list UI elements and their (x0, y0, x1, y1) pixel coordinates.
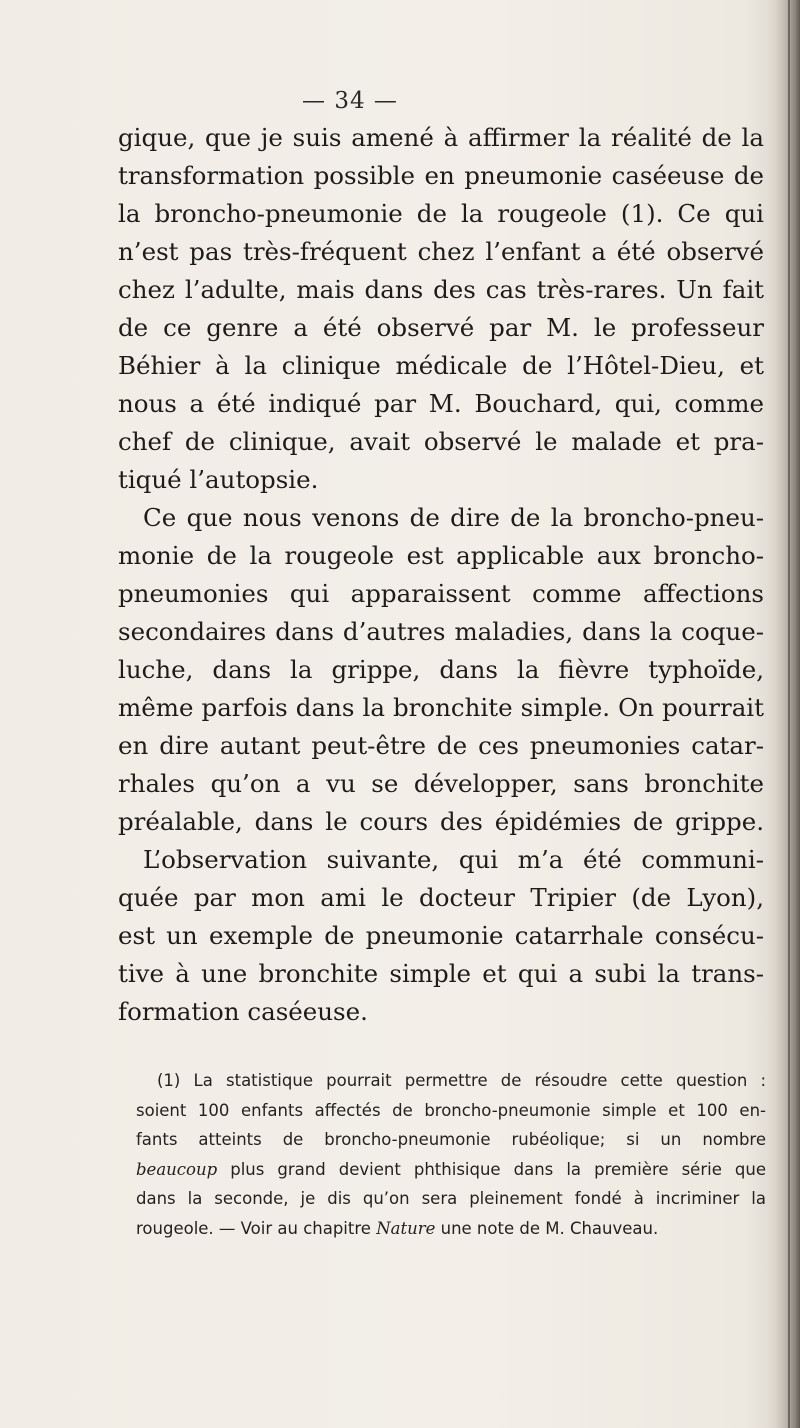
text-line: n’est pas très-fréquent chez l’enfant a été observé (118, 237, 764, 266)
text-line: la broncho-pneumonie de la rougeole (1). Ce qui (118, 199, 764, 228)
text-line: monie de la rougeole est applicable aux broncho- (118, 541, 764, 570)
text-line: transformation possible en pneumonie caséeuse de (118, 161, 764, 190)
text-line: rhales qu’on a vu se développer, sans bronchite (118, 769, 764, 798)
text-line: en dire autant peut-être de ces pneumonies catar- (118, 731, 764, 760)
text-line: pneumonies qui apparaissent comme affections (118, 579, 764, 608)
text-line: gique, que je suis amené à affirmer la réalité de la (118, 123, 764, 152)
footnote-text: rougeole. — Voir au chapitre (136, 1218, 377, 1238)
text-line: de ce genre a été observé par M. le professeur (118, 313, 764, 342)
footnote-text: plus grand devient phthisique dans la première série que (217, 1159, 766, 1179)
text-line: tive à une bronchite simple et qui a subi la trans- (118, 959, 764, 988)
footnote-text: une note de M. Chauveau. (435, 1218, 659, 1238)
text-line: préalable, dans le cours des épidémies de grippe. (118, 807, 764, 836)
text-line: formation caséeuse. (118, 997, 368, 1026)
text-line: L’observation suivante, qui m’a été communi- (143, 845, 764, 874)
text-line: tiqué l’autopsie. (118, 465, 319, 494)
footnote-italic-word: beaucoup (136, 1159, 218, 1179)
text-line: chez l’adulte, mais dans des cas très-rares. Un fait (118, 275, 764, 304)
text-line: chef de clinique, avait observé le malade et pra- (118, 427, 764, 456)
page-number: — 34 — (302, 88, 398, 114)
footnote-line: (1) La statistique pourrait permettre de résoudre cette question : (157, 1071, 766, 1090)
text-line: est un exemple de pneumonie catarrhale consécu- (118, 921, 764, 950)
text-line: quée par mon ami le docteur Tripier (de Lyon), (118, 883, 764, 912)
body-text (118, 119, 764, 1031)
text-line: même parfois dans la bronchite simple. On pourrait (118, 693, 764, 722)
footnote-line: fants atteints de broncho-pneumonie rubéolique; si un nombre (136, 1130, 766, 1149)
text-line: secondaires dans d’autres maladies, dans la coque- (118, 617, 764, 646)
footnote-line: soient 100 enfants affectés de broncho-pneumonie simple et 100 en- (136, 1100, 766, 1120)
text-line: Ce que nous venons de dire de la broncho-pneu- (143, 503, 764, 532)
text-line: Béhier à la clinique médicale de l’Hôtel-Dieu, et (118, 351, 764, 380)
footnote-line (136, 1214, 766, 1244)
footnote-italic-word: Nature (376, 1218, 436, 1238)
footnote-line (136, 1155, 766, 1185)
page-edge-line (788, 0, 790, 1428)
text-line: nous a été indiqué par M. Bouchard, qui, comme (118, 389, 764, 418)
footnote-line: dans la seconde, je dis qu’on sera pleinement fondé à incriminer la (136, 1189, 766, 1208)
footnote (136, 1066, 766, 1243)
text-line: luche, dans la grippe, dans la fièvre typhoïde, (118, 655, 764, 684)
